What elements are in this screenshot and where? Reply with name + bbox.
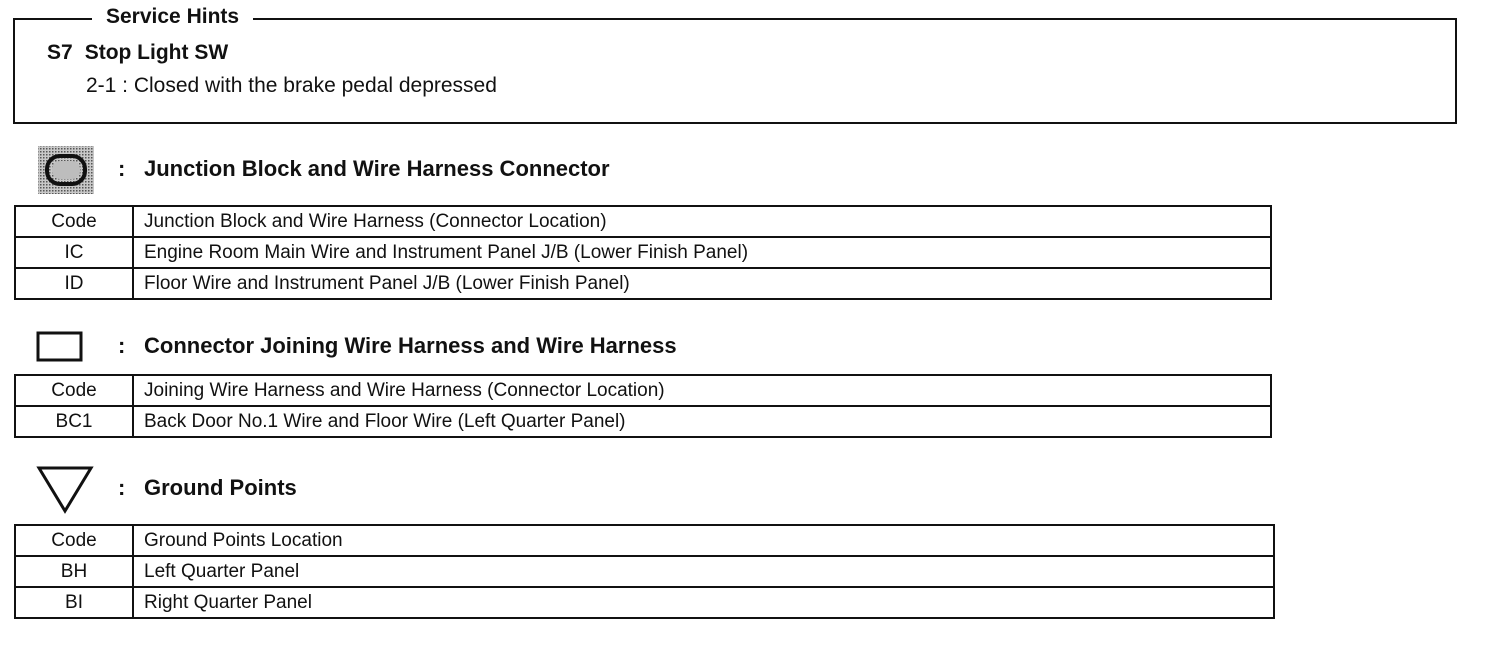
hint-text: 2-1 : Closed with the brake pedal depressed [86,74,497,97]
section-title-junction [118,156,610,182]
table-row [15,587,1274,618]
hint-component-code: S7 [47,41,73,64]
location-cell: Engine Room Main Wire and Instrument Panel J/B (Lower Finish Panel) [133,237,1271,268]
code-header: Code [15,206,133,237]
section-colon: : [118,475,126,500]
hint-component-title [47,41,228,65]
section-title-ground [118,475,297,501]
location-header: Junction Block and Wire Harness (Connector Location) [133,206,1271,237]
section-colon: : [118,333,126,358]
location-cell: Floor Wire and Instrument Panel J/B (Lower Finish Panel) [133,268,1271,299]
table-row [15,237,1271,268]
section-colon: : [118,156,126,181]
location-cell: Left Quarter Panel [133,556,1274,587]
code-cell: BC1 [15,406,133,437]
hint-component-name: Stop Light SW [84,41,229,64]
connector-table [14,374,1272,438]
table-row [15,556,1274,587]
section-title-text: Connector Joining Wire Harness and Wire Harness [144,333,677,358]
junction-table [14,205,1272,300]
junction-block-icon [37,145,95,195]
table-header-row [15,375,1271,406]
section-title-text: Ground Points [144,475,297,500]
code-header: Code [15,375,133,406]
service-hints-legend: Service Hints [92,5,253,29]
section-title-connector [118,333,677,359]
location-header: Joining Wire Harness and Wire Harness (Connector Location) [133,375,1271,406]
table-header-row [15,206,1271,237]
connector-box-icon [36,331,84,363]
table-row [15,268,1271,299]
service-hints-box [13,18,1457,124]
code-cell: BI [15,587,133,618]
location-cell: Right Quarter Panel [133,587,1274,618]
table-header-row [15,525,1274,556]
section-title-text: Junction Block and Wire Harness Connector [144,156,610,181]
location-header: Ground Points Location [133,525,1274,556]
code-cell: BH [15,556,133,587]
location-cell: Back Door No.1 Wire and Floor Wire (Left Quarter Panel) [133,406,1271,437]
table-row [15,406,1271,437]
code-header: Code [15,525,133,556]
ground-table [14,524,1275,619]
ground-triangle-icon [36,465,94,515]
code-cell: ID [15,268,133,299]
code-cell: IC [15,237,133,268]
